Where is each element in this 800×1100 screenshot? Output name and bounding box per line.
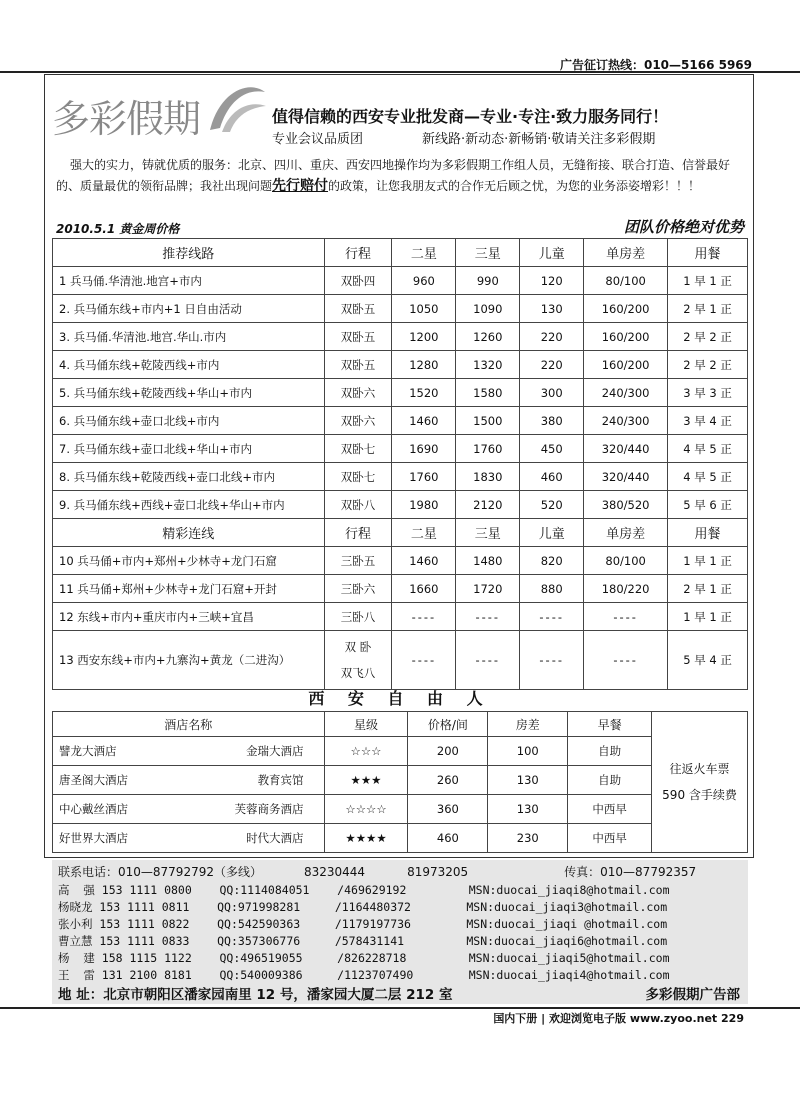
table-cell: 4. 兵马俑东线+乾陵西线+市内 <box>53 351 325 379</box>
table-cell: 1090 <box>456 295 520 323</box>
table-cell: 380 <box>520 407 584 435</box>
table-cell: 320/440 <box>584 435 668 463</box>
column-header: 单房差 <box>584 519 668 547</box>
table-cell: 100 <box>488 737 568 766</box>
hotel-name: 金瑞大酒店 <box>246 744 304 758</box>
hotel-name: 好世界大酒店 <box>59 831 128 845</box>
table-cell: 2. 兵马俑东线+市内+1 日自由活动 <box>53 295 325 323</box>
table-row <box>53 766 748 795</box>
hotel-name: 芙蓉商务酒店 <box>234 802 304 816</box>
table-cell: 2120 <box>456 491 520 519</box>
table-cell: 1480 <box>456 547 520 575</box>
table-cell: ---- <box>456 631 520 690</box>
phone-3: 81973205 <box>407 865 469 879</box>
table-cell: 160/200 <box>584 351 668 379</box>
train-ticket-note <box>652 712 748 853</box>
train-line: 590 含手续费 <box>662 788 737 802</box>
phone-2: 83230444 <box>303 865 366 879</box>
table-cell: 180/220 <box>584 575 668 603</box>
table-cell: 中西早 <box>568 824 652 853</box>
table-cell: 230 <box>488 824 568 853</box>
table-cell: 130 <box>488 795 568 824</box>
hotel-names <box>53 766 325 795</box>
table-cell: ---- <box>584 603 668 631</box>
column-header: 二星 <box>392 239 456 267</box>
hotel-table <box>52 711 748 853</box>
column-header: 单房差 <box>584 239 668 267</box>
table-cell: 1760 <box>456 435 520 463</box>
table-cell: 880 <box>520 575 584 603</box>
table-cell: 2 早 2 正 <box>668 323 748 351</box>
table-row <box>53 491 748 519</box>
table-row <box>53 435 748 463</box>
column-header: 星级 <box>324 712 408 737</box>
date-label: 2010.5.1 黄金周价格 <box>56 222 180 236</box>
column-header: 二星 <box>392 519 456 547</box>
table-cell: 双卧四 <box>324 267 392 295</box>
page-footer: 国内下册 | 欢迎浏览电子版 www.zyoo.net 229 <box>493 1012 744 1025</box>
table-cell: 1500 <box>456 407 520 435</box>
table-cell: 4 早 5 正 <box>668 435 748 463</box>
table-cell: 1260 <box>456 323 520 351</box>
star-rating: ☆☆☆☆ <box>324 795 408 824</box>
table-cell: 三卧八 <box>324 603 392 631</box>
table-row <box>53 547 748 575</box>
table-cell: 双卧七 <box>324 463 392 491</box>
table-cell: 自助 <box>568 766 652 795</box>
table-row <box>53 575 748 603</box>
table-cell: 12 东线+市内+重庆市内+三峡+宜昌 <box>53 603 325 631</box>
intro-text-1: 强大的实力，铸就优质的服务：北京、四川、重庆、西安四地操作均为多彩假期工作组人员，无缝衔接、联合打造、信誉最好的、质量最优的领衔品牌；我社出现问题 <box>56 158 731 193</box>
table-cell: 11 兵马俑+郑州+少林寺+龙门石窟+开封 <box>53 575 325 603</box>
table-cell: 3 早 3 正 <box>668 379 748 407</box>
table-row <box>53 407 748 435</box>
table-cell: 130 <box>520 295 584 323</box>
table-cell: ---- <box>392 631 456 690</box>
column-header: 用餐 <box>668 519 748 547</box>
table-cell: 820 <box>520 547 584 575</box>
table-cell: 双卧五 <box>324 295 392 323</box>
table-cell: 1050 <box>392 295 456 323</box>
logo-swoosh-icon <box>200 80 270 140</box>
table-cell: 1280 <box>392 351 456 379</box>
table-cell: 3. 兵马俑.华清池.地宫.华山.市内 <box>53 323 325 351</box>
table-cell: 13 西安东线+市内+九寨沟+黄龙（二进沟） <box>53 631 325 690</box>
table-cell: 1690 <box>392 435 456 463</box>
table-cell: 450 <box>520 435 584 463</box>
table-cell: 5 早 6 正 <box>668 491 748 519</box>
table-cell: ---- <box>520 603 584 631</box>
table-cell: 1200 <box>392 323 456 351</box>
column-header: 儿童 <box>520 239 584 267</box>
top-divider <box>0 71 800 73</box>
table-cell: 双卧八 <box>324 491 392 519</box>
slogan-sub-left: 专业会议品质团 <box>272 132 364 147</box>
table-row <box>53 824 748 853</box>
table-cell: 1830 <box>456 463 520 491</box>
table-cell: 80/100 <box>584 547 668 575</box>
bottom-divider <box>0 1007 800 1009</box>
star-rating: ☆☆☆ <box>324 737 408 766</box>
star-rating: ★★★★ <box>324 824 408 853</box>
table-cell: 1 兵马俑.华清池.地宫+市内 <box>53 267 325 295</box>
table-cell: 240/300 <box>584 379 668 407</box>
table-cell: 1580 <box>456 379 520 407</box>
table-header-row <box>53 239 748 267</box>
table-cell: 双卧六 <box>324 407 392 435</box>
contact-row: 王 雷 131 2100 8181 QQ:540009386 /1123707490 MSN:duocai_jiaqi4@hotmail.com <box>58 968 670 982</box>
table-cell: ---- <box>520 631 584 690</box>
table-cell: ---- <box>456 603 520 631</box>
table-cell: 160/200 <box>584 323 668 351</box>
table-cell: 320/440 <box>584 463 668 491</box>
table-cell: 260 <box>408 766 488 795</box>
hotel-name: 时代大酒店 <box>246 831 304 845</box>
intro-highlight: 先行赔付 <box>272 178 329 194</box>
fax: 传真：010—87792357 <box>564 865 697 879</box>
table-cell: 2 早 2 正 <box>668 351 748 379</box>
table-cell: 5. 兵马俑东线+乾陵西线+华山+市内 <box>53 379 325 407</box>
table-cell: 9. 兵马俑东线+西线+壶口北线+华山+市内 <box>53 491 325 519</box>
table-row <box>53 295 748 323</box>
column-header: 房差 <box>488 712 568 737</box>
column-header: 儿童 <box>520 519 584 547</box>
column-header: 行程 <box>324 519 392 547</box>
table-cell: 7. 兵马俑东线+壶口北线+华山+市内 <box>53 435 325 463</box>
table-row <box>53 631 748 690</box>
table-cell: 三卧五 <box>324 547 392 575</box>
phone-main: 联系电话：010—87792792（多线） <box>58 865 262 879</box>
hotel-names <box>53 824 325 853</box>
table-row <box>53 737 748 766</box>
hotel-name: 中心戴丝酒店 <box>59 802 128 816</box>
column-header: 用餐 <box>668 239 748 267</box>
contact-row: 高 强 153 1111 0800 QQ:1114084051 /469629192 MSN:duocai_jiaqi8@hotmail.com <box>58 883 670 897</box>
table-cell: 1760 <box>392 463 456 491</box>
table-cell: 1660 <box>392 575 456 603</box>
table-cell: 10 兵马俑+市内+郑州+少林寺+龙门石窟 <box>53 547 325 575</box>
table-cell: 380/520 <box>584 491 668 519</box>
table-cell: 990 <box>456 267 520 295</box>
table-row <box>53 323 748 351</box>
table-cell <box>324 631 392 690</box>
address: 地 址：北京市朝阳区潘家园南里 12 号，潘家园大厦二层 212 室 <box>58 987 453 1003</box>
slogan-main: 值得信赖的西安专业批发商—专业·专注·致力服务同行！ <box>272 107 669 126</box>
table-cell: 1980 <box>392 491 456 519</box>
table-cell: 220 <box>520 323 584 351</box>
table-cell: 4 早 5 正 <box>668 463 748 491</box>
trip-line: 双飞八 <box>340 666 376 680</box>
hotel-name: 唐圣阁大酒店 <box>59 773 128 787</box>
table-cell: 8. 兵马俑东线+乾陵西线+壶口北线+市内 <box>53 463 325 491</box>
table-cell: 120 <box>520 267 584 295</box>
intro-text-2: 的政策，让您我朋友式的合作无后顾之忧，为您的业务添姿增彩！！！ <box>328 179 701 193</box>
column-header: 三星 <box>456 519 520 547</box>
table-cell: 6. 兵马俑东线+壶口北线+市内 <box>53 407 325 435</box>
table-cell: 300 <box>520 379 584 407</box>
table-cell: 三卧六 <box>324 575 392 603</box>
table-cell: 双卧五 <box>324 351 392 379</box>
table-cell: 5 早 4 正 <box>668 631 748 690</box>
ad-hotline: 广告征订热线：010—5166 5969 <box>559 58 752 72</box>
contact-row: 曹立慧 153 1111 0833 QQ:357306776 /578431141 MSN:duocai_jiaqi6@hotmail.com <box>58 934 668 948</box>
price-table <box>52 238 748 690</box>
table-cell: 360 <box>408 795 488 824</box>
hotel-names <box>53 795 325 824</box>
table-cell: 200 <box>408 737 488 766</box>
hotel-name: 教育宾馆 <box>257 773 304 787</box>
table-cell: ---- <box>584 631 668 690</box>
table-cell: 460 <box>408 824 488 853</box>
phone-line <box>58 863 696 880</box>
table-header-row <box>53 712 748 737</box>
table-cell: 2 早 1 正 <box>668 575 748 603</box>
table-row <box>53 379 748 407</box>
contact-row: 张小利 153 1111 0822 QQ:542590363 /1179197736 MSN:duocai_jiaqi @hotmail.com <box>58 917 668 931</box>
column-header: 酒店名称 <box>53 712 325 737</box>
column-header: 精彩连线 <box>53 519 325 547</box>
table-row <box>53 463 748 491</box>
table-cell: 1520 <box>392 379 456 407</box>
column-header: 价格/间 <box>408 712 488 737</box>
column-header: 推荐线路 <box>53 239 325 267</box>
contact-row: 杨晓龙 153 1111 0811 QQ:971998281 /1164480372 MSN:duocai_jiaqi3@hotmail.com <box>58 900 668 914</box>
column-header: 早餐 <box>568 712 652 737</box>
table-cell: 3 早 4 正 <box>668 407 748 435</box>
trip-line: 双 卧 <box>344 640 372 654</box>
brand-logo: 多彩假期 <box>52 97 201 141</box>
table-cell: 1 早 1 正 <box>668 603 748 631</box>
table-cell: 1460 <box>392 547 456 575</box>
table-cell: 240/300 <box>584 407 668 435</box>
train-line: 往返火车票 <box>669 762 730 776</box>
department: 多彩假期广告部 <box>645 987 740 1003</box>
table-row <box>53 351 748 379</box>
hotel-names <box>53 737 325 766</box>
xian-free-title: 西 安 自 由 人 <box>308 689 492 708</box>
intro-paragraph <box>56 155 736 197</box>
table-cell: ---- <box>392 603 456 631</box>
table-cell: 1320 <box>456 351 520 379</box>
star-rating: ★★★ <box>324 766 408 795</box>
slogan-sub-right: 新线路·新动态·新畅销·敬请关注多彩假期 <box>422 132 656 147</box>
column-header: 行程 <box>324 239 392 267</box>
table-cell: 220 <box>520 351 584 379</box>
table-header-row <box>53 519 748 547</box>
table-cell: 1 早 1 正 <box>668 267 748 295</box>
table-cell: 1720 <box>456 575 520 603</box>
column-header: 三星 <box>456 239 520 267</box>
table-cell: 130 <box>488 766 568 795</box>
table-row <box>53 267 748 295</box>
contact-row: 杨 建 158 1115 1122 QQ:496519055 /826228718 MSN:duocai_jiaqi5@hotmail.com <box>58 951 670 965</box>
table-cell: 1 早 1 正 <box>668 547 748 575</box>
hotel-name: 譬龙大酒店 <box>59 744 117 758</box>
table-cell: 80/100 <box>584 267 668 295</box>
contact-panel <box>52 860 748 1004</box>
table-cell: 1460 <box>392 407 456 435</box>
table-row <box>53 795 748 824</box>
table-cell: 自助 <box>568 737 652 766</box>
table-cell: 双卧五 <box>324 323 392 351</box>
table-cell: 520 <box>520 491 584 519</box>
group-price-title: 团队价格绝对优势 <box>623 218 744 236</box>
table-cell: 双卧七 <box>324 435 392 463</box>
table-cell: 中西早 <box>568 795 652 824</box>
table-cell: 160/200 <box>584 295 668 323</box>
table-cell: 双卧六 <box>324 379 392 407</box>
table-cell: 2 早 1 正 <box>668 295 748 323</box>
table-row <box>53 603 748 631</box>
table-cell: 460 <box>520 463 584 491</box>
table-cell: 960 <box>392 267 456 295</box>
